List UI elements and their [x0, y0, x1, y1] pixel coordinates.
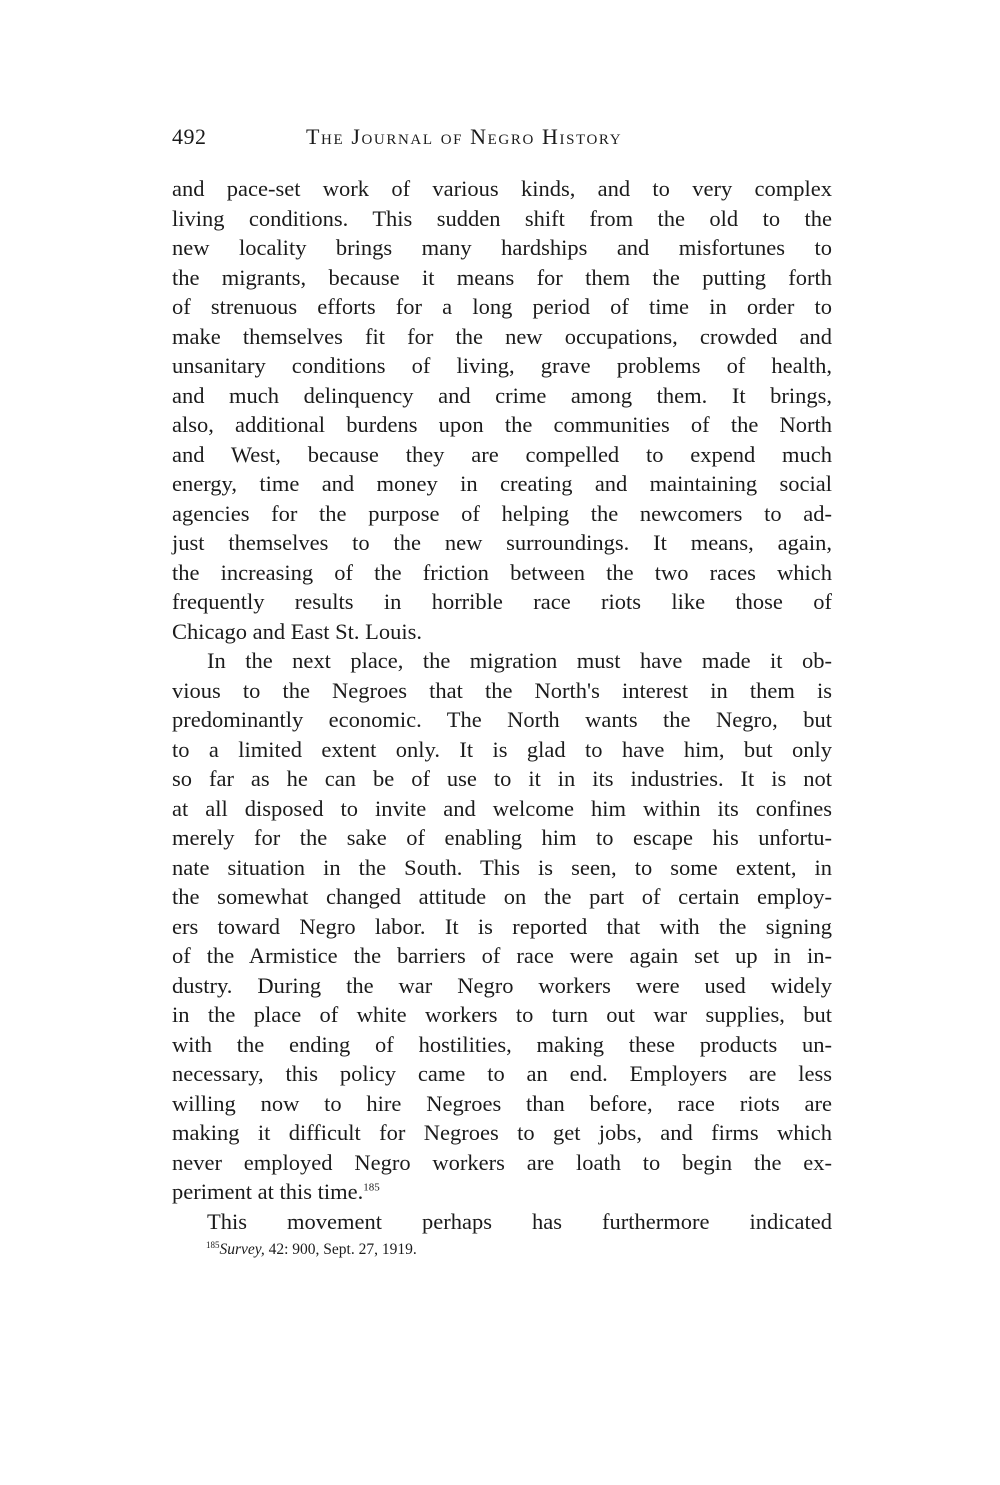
paragraph — [172, 1207, 832, 1237]
text-line: also, additional burdens upon the communities of the North — [172, 412, 832, 437]
text-line-content: periment at this time. — [172, 1179, 364, 1204]
footnote-mark: 185 — [206, 1239, 220, 1250]
footnote-reference[interactable]: 185 — [363, 1181, 380, 1194]
text-line-with-footnote — [172, 1177, 832, 1207]
paragraph — [172, 646, 832, 1207]
paragraph — [172, 174, 832, 646]
body-text — [172, 174, 832, 1236]
text-line: of the Armistice the barriers of race were again set up in in- — [172, 943, 832, 968]
text-line: This movement perhaps has furthermore indicated — [207, 1208, 832, 1234]
text-line: new locality brings many hardships and misfortunes to — [172, 235, 832, 260]
text-line: to a limited extent only. It is glad to have him, but only — [172, 736, 832, 762]
text-line: necessary, this policy came to an end. Employers are less — [172, 1061, 832, 1086]
text-line: of strenuous efforts for a long period of time in order to — [172, 294, 832, 319]
text-line: the increasing of the friction between the two races which — [172, 559, 832, 585]
text-line: making it difficult for Negroes to get jobs, and firms which — [172, 1120, 832, 1145]
text-line: agencies for the purpose of helping the newcomers to ad- — [172, 500, 832, 526]
text-line: dustry. During the war Negro workers were used widely — [172, 972, 832, 998]
text-line: make themselves fit for the new occupations, crowded and — [172, 323, 832, 349]
text-line: vious to the Negroes that the North's interest in them is — [172, 677, 832, 703]
text-line: with the ending of hostilities, making these products un- — [172, 1031, 832, 1057]
footnote-citation: 42: 900, Sept. 27, 1919. — [264, 1241, 417, 1258]
page-header — [172, 124, 832, 158]
text-line: willing now to hire Negroes than before, race riots are — [172, 1090, 832, 1116]
running-title: The Journal of Negro History — [306, 124, 623, 149]
text-line: predominantly economic. The North wants the Negro, but — [172, 707, 832, 732]
text-line: the somewhat changed attitude on the part of certain employ- — [172, 884, 832, 909]
text-line: unsanitary conditions of living, grave problems of health, — [172, 353, 832, 378]
text-line: nate situation in the South. This is seen, to some extent, in — [172, 854, 832, 880]
text-line: the migrants, because it means for them the putting forth — [172, 264, 832, 290]
text-line: In the next place, the migration must have made it ob- — [207, 648, 832, 673]
text-line: at all disposed to invite and welcome him within its confines — [172, 795, 832, 821]
text-line: living conditions. This sudden shift from the old to the — [172, 205, 832, 231]
text-line: never employed Negro workers are loath to begin the ex- — [172, 1149, 832, 1175]
footnote-source: Survey, — [219, 1241, 265, 1258]
page-number: 492 — [172, 124, 207, 149]
text-line: and much delinquency and crime among them. It brings, — [172, 382, 832, 408]
text-line: so far as he can be of use to it in its industries. It is not — [172, 766, 832, 791]
text-line: in the place of white workers to turn out war supplies, but — [172, 1002, 832, 1027]
text-line: merely for the sake of enabling him to escape his unfortu- — [172, 825, 832, 850]
text-line: energy, time and money in creating and maintaining social — [172, 471, 832, 496]
text-line: ers toward Negro labor. It is reported that with the signing — [172, 913, 832, 939]
footnote — [206, 1240, 832, 1260]
text-line: and pace-set work of various kinds, and to very complex — [172, 176, 832, 201]
text-line: frequently results in horrible race riots like those of — [172, 589, 832, 614]
text-line: just themselves to the new surroundings. It means, again, — [172, 530, 832, 555]
text-line: Chicago and East St. Louis. — [172, 618, 422, 644]
text-line: and West, because they are compelled to expend much — [172, 441, 832, 467]
